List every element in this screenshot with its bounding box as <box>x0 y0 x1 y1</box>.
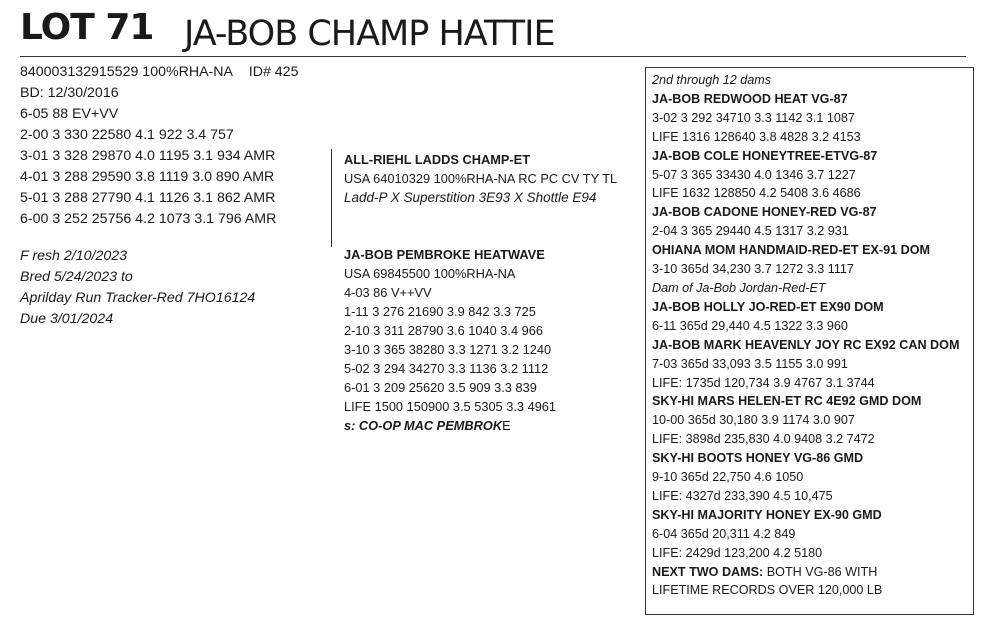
record-line: 2-00 3 330 22580 4.1 922 3.4 757 <box>20 127 234 143</box>
dam-entry-record: LIFE: 4327d 233,390 4.5 10,475 <box>652 488 833 503</box>
dam-record: 1-11 3 276 21690 3.9 842 3.3 725 <box>344 304 536 319</box>
dam-entry-record: LIFE 1316 128640 3.8 4828 3.2 4153 <box>652 129 861 144</box>
sire-name: ALL-RIEHL LADDS CHAMP-ET <box>344 152 531 167</box>
fresh-date: F resh 2/10/2023 <box>20 248 128 264</box>
animal-info <box>20 62 340 330</box>
dam-entry-record: 2-04 3 365 29440 4.5 1317 3.2 931 <box>652 224 849 239</box>
dam-entry-record: LIFE: 3898d 235,830 4.0 9408 3.2 7472 <box>652 432 875 447</box>
dam-entry-record: 6-11 365d 29,440 4.5 1322 3.3 960 <box>652 318 848 333</box>
dam-lifetime: LIFE 1500 150900 3.5 5305 3.3 4961 <box>344 399 557 414</box>
pedigree-bracket <box>331 149 332 247</box>
dam-entry-record: 10-00 365d 30,180 3.9 1174 3.0 907 <box>652 413 855 428</box>
dam-entry-name: JA-BOB HOLLY JO-RED-ET EX90 DOM <box>652 299 884 314</box>
dam-entry-record: 9-10 365d 22,750 4.6 1050 <box>652 470 804 485</box>
next-two-dams <box>652 563 973 582</box>
sire-pedigree: Ladd-P X Superstition 3E93 X Shottle E94 <box>344 190 597 205</box>
bred-date: Bred 5/24/2023 to <box>20 269 133 285</box>
dam-entry-record: LIFE: 2429d 123,200 4.2 5180 <box>652 545 823 560</box>
lot-number: LOT 71 <box>20 7 154 48</box>
dam-entry-record: LIFE 1632 128850 4.2 5408 3.6 4686 <box>652 186 861 201</box>
dam-entry-record: 7-03 365d 33,093 3.5 1155 3.0 991 <box>652 356 848 371</box>
dam-entry-record: 5-07 3 365 33430 4.0 1346 3.7 1227 <box>652 167 856 182</box>
dam-classification: 4-03 86 V++VV <box>344 285 432 300</box>
animal-id: ID# 425 <box>248 64 299 80</box>
dam-entry-name: JA-BOB CADONE HONEY-RED VG-87 <box>652 205 877 220</box>
dam-record: 5-02 3 294 34270 3.3 1136 3.2 1112 <box>344 361 549 376</box>
dam-entry-record: LIFE: 1735d 120,734 3.9 4767 3.1 3744 <box>652 375 875 390</box>
dam-entry-name: SKY-HI MARS HELEN-ET RC 4E92 GMD DOM <box>652 394 922 409</box>
registration-line <box>20 62 340 83</box>
record-line: 3-01 3 328 29870 4.0 1195 3.1 934 AMR <box>20 148 276 164</box>
dam-block <box>344 245 556 435</box>
dam-sire <box>344 416 556 435</box>
dam-entry-note: Dam of Ja-Bob Jordan-Red-ET <box>652 280 826 295</box>
dam-name: JA-BOB PEMBROKE HEATWAVE <box>344 247 545 262</box>
classification: 6-05 88 EV+VV <box>20 106 119 122</box>
birthdate: BD: 12/30/2016 <box>20 85 119 101</box>
title-rule <box>20 56 966 57</box>
record-line: 5-01 3 288 27790 4.1 1126 3.1 862 AMR <box>20 190 276 206</box>
dams-heading: 2nd through 12 dams <box>652 73 772 87</box>
dam-entry-record: 6-04 365d 20,311 4.2 849 <box>652 526 796 541</box>
animal-name: JA-BOB CHAMP HATTIE <box>184 14 555 54</box>
next-two-dams-text: BOTH VG-86 WITH <box>763 564 878 579</box>
dam-record: 3-10 3 365 38280 3.3 1271 3.2 1240 <box>344 342 552 357</box>
due-date: Due 3/01/2024 <box>20 311 114 327</box>
dam-entry-name: JA-BOB REDWOOD HEAT VG-87 <box>652 91 848 106</box>
record-line: 6-00 3 252 25756 4.2 1073 3.1 796 AMR <box>20 211 277 227</box>
extended-pedigree-box <box>645 67 974 615</box>
registration-number: 840003132915529 100%RHA-NA <box>20 64 233 80</box>
dam-record: 6-01 3 209 25620 3.5 909 3.3 839 <box>344 380 537 395</box>
dam-registration: USA 69845500 100%RHA-NA <box>344 266 516 281</box>
record-line: 4-01 3 288 29590 3.8 1119 3.0 890 AMR <box>20 169 275 185</box>
dam-entry-name: SKY-HI MAJORITY HONEY EX-90 GMD <box>652 507 882 522</box>
sire-block <box>344 150 617 207</box>
dam-entry-record: 3-02 3 292 34710 3.3 1142 3.1 1087 <box>652 110 855 125</box>
dam-entry-name: JA-BOB MARK HEAVENLY JOY RC EX92 CAN DOM <box>652 337 960 352</box>
dam-entry-name: SKY-HI BOOTS HONEY VG-86 GMD <box>652 451 864 466</box>
next-two-dams-label: NEXT TWO DAMS: <box>652 564 764 579</box>
service-sire: Aprilday Run Tracker-Red 7HO16124 <box>20 290 256 306</box>
dam-sire-tail: E <box>502 418 511 433</box>
dam-record: 2-10 3 311 28790 3.6 1040 3.4 966 <box>344 323 544 338</box>
dam-entry-record: 3-10 365d 34,230 3.7 1272 3.3 1117 <box>652 262 854 277</box>
dam-sire-name: s: CO-OP MAC PEMBROK <box>344 418 503 433</box>
sire-registration: USA 64010329 100%RHA-NA RC PC CV TY TL <box>344 171 618 186</box>
dam-entry-name: OHIANA MOM HANDMAID-RED-ET EX-91 DOM <box>652 243 930 258</box>
next-two-dams-text-2: LIFETIME RECORDS OVER 120,000 LB <box>652 583 883 598</box>
dam-entry-name: JA-BOB COLE HONEYTREE-ETVG-87 <box>652 148 878 163</box>
